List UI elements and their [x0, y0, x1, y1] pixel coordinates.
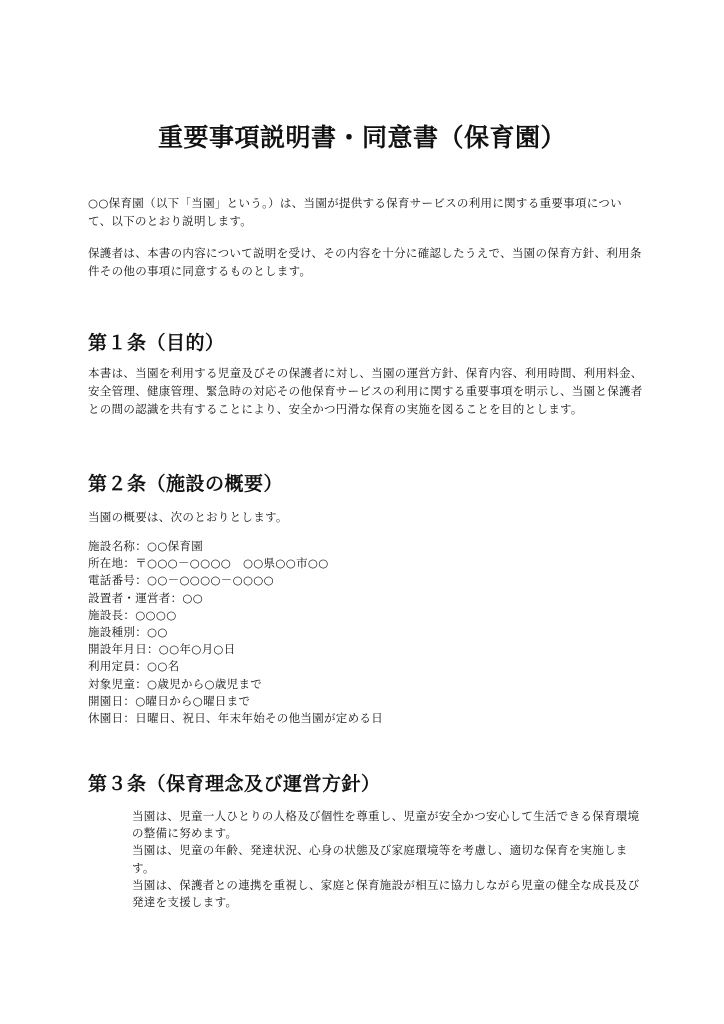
policy-list — [132, 808, 642, 911]
article-1-body: 本書は、当園を利用する児童及びその保護者に対し、当園の運営方針、保育内容、利用時間、利用料金、安全管理、健康管理、緊急時の対応その他保育サービスの利用に関する重要事項を明示し、当園と保護者との間の認識を共有することにより、安全かつ円滑な保育の実施を図ることを目的とします。 — [88, 366, 643, 416]
intro-paragraph-1: ○○保育園（以下「当園」という。）は、当園が提供する保育サービスの利用に関する重要事項について、以下のとおり説明します。 — [88, 196, 622, 228]
facility-item-address: 所在地：〒○○○－○○○○ ○○県○○市○○ — [88, 556, 329, 571]
facility-item-phone: 電話番号：○○－○○○○－○○○○ — [88, 573, 274, 588]
article-2-heading: 第２条（施設の概要） — [88, 473, 284, 495]
facility-item-name: 施設名称：○○保育園 — [88, 539, 204, 553]
intro-paragraph-2: 保護者は、本書の内容について説明を受け、その内容を十分に確認したうえで、当園の保育方針、利用条件その他の事項に同意するものとします。 — [88, 246, 642, 278]
facility-item-type: 施設種別：○○ — [88, 625, 168, 640]
facility-item-operator: 設置者・運営者：○○ — [88, 590, 204, 605]
facility-item-closed-days: 休園日：日曜日、祝日、年末年始その他当園が定める日 — [88, 711, 383, 726]
facility-overview-list — [88, 538, 383, 727]
article-1-heading: 第１条（目的） — [88, 332, 225, 354]
policy-item: 当園は、児童一人ひとりの人格及び個性を尊重し、児童が安全かつ安心して生活できる保育環境の整備に努めます。 — [132, 809, 640, 841]
article-2-lead: 当園の概要は、次のとおりとします。 — [88, 510, 288, 524]
facility-item-director: 施設長：○○○○ — [88, 607, 177, 622]
policy-item: 当園は、児童の年齢、発達状況、心身の状態及び家庭環境等を考慮し、適切な保育を実施します。 — [132, 843, 628, 875]
facility-item-target-children: 対象児童：○歳児から○歳児まで — [88, 676, 263, 691]
facility-item-capacity: 利用定員：○○名 — [88, 659, 180, 674]
document-title: 重要事項説明書・同意書（保育園） — [157, 123, 566, 152]
facility-item-open-days: 開園日：○曜日から○曜日まで — [88, 693, 251, 708]
facility-item-opening-date: 開設年月日：○○年○月○日 — [88, 642, 236, 657]
policy-item: 当園は、保護者との連携を重視し、家庭と保育施設が相互に協力しながら児童の健全な成長及び発達を支援します。 — [132, 877, 640, 910]
article-3-heading: 第３条（保育理念及び運営方針） — [88, 773, 381, 795]
